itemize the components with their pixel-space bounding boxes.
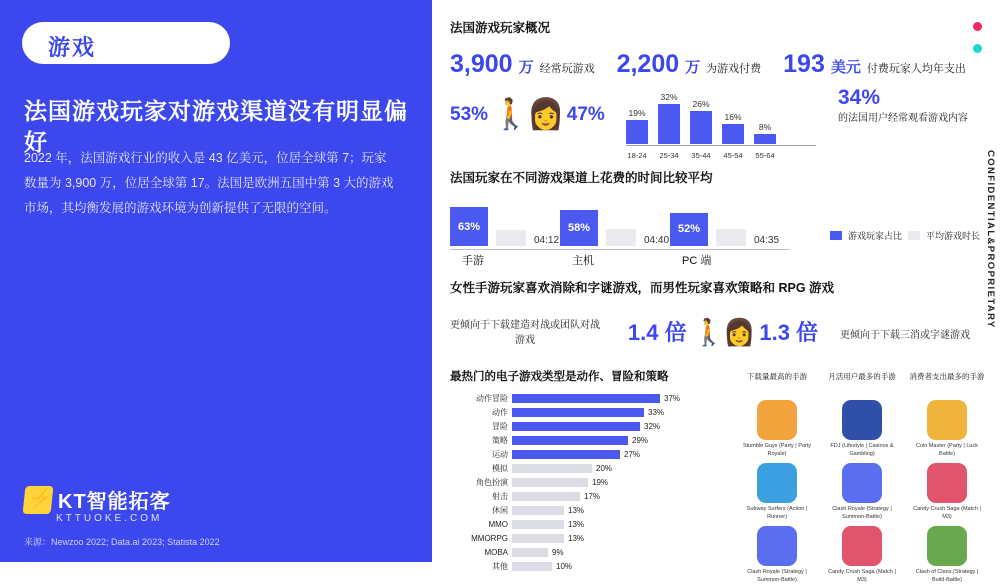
section-tab-label: 游戏 (48, 35, 97, 60)
stat-label-1: 为游戏付费 (706, 63, 762, 75)
app-name: Clash of Clans (Strategy | Build-Battle) (915, 568, 979, 583)
stat-value-0: 3,900 (450, 50, 513, 78)
genre-label: 动作冒险 (476, 394, 508, 403)
genre-row (450, 546, 730, 559)
channel-duration-bar (496, 230, 526, 246)
genre-label: 射击 (492, 492, 508, 501)
age-bar-group (690, 99, 712, 144)
genre-row (450, 518, 730, 531)
app-thumbnail (842, 463, 882, 503)
app-card[interactable] (823, 463, 901, 522)
genre-value: 9% (552, 548, 564, 557)
age-bar-group (626, 108, 648, 144)
genre-value: 17% (584, 492, 601, 501)
stat-label-2: 付费玩家人均年支出 (866, 63, 966, 75)
genre-label: 策略 (492, 436, 508, 445)
genre-label: MMO (488, 520, 508, 529)
genre-label: 冒险 (492, 422, 508, 431)
age-bar-label: 55-64 (755, 151, 775, 160)
genre-row (450, 462, 730, 475)
channel-share-bar: 63% (450, 207, 488, 246)
age-bar-group (722, 112, 744, 144)
app-name: FDJ (Lifestyle | Casinos & Gambling) (830, 443, 894, 457)
app-name: Candy Crush Saga (Match | M3) (913, 505, 981, 520)
genre-bar (512, 394, 660, 403)
legend-label-share: 游戏玩家占比 (847, 231, 902, 241)
video-watch-value: 34% (838, 86, 881, 109)
female-pct: 47% (566, 104, 605, 125)
app-card[interactable] (908, 400, 986, 459)
app-thumbnail (757, 400, 797, 440)
genre-bar (512, 520, 564, 529)
channel-duration-label: 04:35 (754, 235, 780, 246)
age-bar-value: 19% (628, 108, 646, 119)
app-thumbnail (927, 400, 967, 440)
genre-bar (512, 562, 552, 571)
age-bar-value: 32% (660, 91, 678, 102)
genre-value: 32% (644, 422, 661, 431)
genre-value: 27% (624, 450, 641, 459)
app-card[interactable] (908, 463, 986, 522)
stat-label-0: 经常玩游戏 (539, 63, 595, 75)
app-thumbnail (757, 526, 797, 566)
top-apps-column-header: 月活用户最多的手游 (828, 372, 896, 381)
genre-value: 13% (568, 520, 585, 529)
age-bar (626, 120, 648, 144)
channel-share-bar: 58% (560, 210, 598, 246)
legend-swatch-duration (908, 231, 920, 240)
stat-unit-1: 万 (685, 59, 701, 76)
channel-duration-label: 04:12 (534, 235, 560, 246)
genre-bar (512, 450, 620, 459)
app-name: Coin Master (Party | Luck Battle) (916, 443, 978, 457)
top-apps-column (908, 372, 986, 585)
genre-label: 休闲 (492, 506, 508, 515)
top-apps-column-header: 消费者支出最多的手游 (909, 372, 985, 381)
gender-icon-pair: 🚶👩 (692, 316, 754, 347)
genre-row (450, 532, 730, 545)
age-bar-label: 25-34 (659, 151, 679, 160)
legend-label-duration: 平均游戏时长 (925, 231, 980, 241)
channel-chart-legend (830, 229, 980, 242)
genre-bar (512, 534, 564, 543)
genre-bar (512, 464, 592, 473)
genre-bar-chart (450, 392, 730, 573)
section-tab[interactable] (22, 22, 230, 64)
channel-duration-bar (716, 229, 746, 246)
lightning-icon (23, 486, 54, 514)
genre-bar (512, 492, 580, 501)
genre-value: 37% (664, 394, 681, 403)
logo-text: KT智能拓客 (58, 491, 171, 513)
app-card[interactable] (738, 463, 816, 522)
section-channels-title: 法国玩家在不同游戏渠道上花费的时间比较平均 (450, 171, 713, 185)
genre-row (450, 504, 730, 517)
genre-value: 13% (568, 506, 585, 515)
genre-value: 20% (596, 464, 613, 473)
age-bar (658, 104, 680, 144)
decorative-dot-teal (973, 44, 982, 53)
app-card[interactable] (908, 526, 986, 585)
section-overview (450, 18, 970, 160)
section-overview-title: 法国游戏玩家概况 (450, 21, 551, 35)
age-bar-label: 18-24 (627, 151, 647, 160)
stat-value-2: 193 (783, 50, 825, 78)
page-description: 2022 年，法国游戏行业的收入是 43 亿美元，位居全球第 7；玩家数量为 3,900 万，位居全球第 17。法国是欧洲五国中第 3 大的游戏市场，其均衡发展的游戏环境为创新提供了无限的空间。 (24, 151, 394, 215)
age-bar (754, 134, 776, 144)
genre-label: 其他 (492, 562, 508, 571)
genre-label: 运动 (492, 450, 508, 459)
genre-label: MMORPG (471, 534, 508, 543)
gender-multiplier (608, 316, 838, 347)
age-bar-label: 45-54 (723, 151, 743, 160)
app-thumbnail (927, 463, 967, 503)
genre-value: 19% (592, 478, 609, 487)
genre-row (450, 476, 730, 489)
genre-value: 13% (568, 534, 585, 543)
age-bar-value: 26% (692, 99, 710, 110)
genre-row (450, 448, 730, 461)
genre-row (450, 490, 730, 503)
decorative-dot-pink (973, 22, 982, 31)
logo (24, 485, 171, 514)
source-note: 来源：Newzoo 2022; Data.ai 2023; Statista 2022 (24, 537, 220, 547)
section-gender-pref-title: 女性手游玩家喜欢消除和字谜游戏，而男性玩家喜欢策略和 RPG 游戏 (450, 281, 835, 295)
app-name: Candy Crush Saga (Match | M3) (828, 568, 896, 583)
female-pref-text: 更倾向于下载三消或字谜游戏 (840, 330, 970, 341)
stat-value-1: 2,200 (616, 50, 680, 78)
genre-value: 29% (632, 436, 649, 445)
app-card[interactable] (738, 400, 816, 459)
app-card[interactable] (823, 400, 901, 459)
section-channels (450, 168, 980, 268)
content-area (432, 0, 1000, 583)
female-multiplier: 1.3 倍 (759, 320, 819, 345)
genre-row (450, 420, 730, 433)
genre-row (450, 434, 730, 447)
channel-duration-label: 04:40 (644, 235, 670, 246)
age-bar-label: 35-44 (691, 151, 711, 160)
left-panel (0, 0, 432, 562)
confidential-label: CONFIDENTIAL&PROPRIETARY (985, 150, 996, 329)
channel-duration-bar (606, 229, 636, 246)
age-bar (722, 124, 744, 144)
genre-row (450, 406, 730, 419)
app-thumbnail (927, 526, 967, 566)
genre-bar (512, 408, 644, 417)
genre-bar (512, 506, 564, 515)
top-apps-column-header: 下载量最高的手游 (747, 372, 807, 381)
overview-stats (450, 50, 970, 79)
genre-row (450, 392, 730, 405)
app-card[interactable] (738, 526, 816, 585)
genre-value: 10% (556, 562, 573, 571)
channel-time-chart (450, 206, 980, 268)
channel-name: 手游 (462, 255, 484, 267)
age-bar-value: 16% (724, 111, 742, 122)
genre-bar (512, 422, 640, 431)
stat-unit-2: 美元 (830, 59, 861, 76)
gender-split (450, 100, 605, 130)
app-thumbnail (842, 526, 882, 566)
male-multiplier: 1.4 倍 (627, 320, 687, 345)
app-thumbnail (757, 463, 797, 503)
age-distribution-chart (626, 80, 816, 160)
top-apps-column (738, 372, 816, 585)
genre-label: 角色扮演 (476, 478, 508, 487)
channel-share-bar: 52% (670, 213, 708, 246)
age-bar (690, 111, 712, 144)
channel-chart-axis (450, 249, 790, 250)
channel-name: 主机 (572, 255, 594, 267)
genre-bar (512, 436, 628, 445)
gender-icon: 🚶👩 (492, 98, 563, 131)
age-bar-group (754, 122, 776, 144)
app-name: Subway Surfers (Action | Runner) (746, 505, 808, 520)
age-bar-value: 8% (758, 121, 772, 132)
section-genres (450, 368, 730, 574)
genre-bar (512, 548, 548, 557)
page-title: 法国游戏玩家对游戏渠道没有明显偏好 (24, 98, 408, 156)
app-thumbnail (842, 400, 882, 440)
channel-group (670, 213, 820, 246)
age-bar-group (658, 92, 680, 144)
logo-subtitle: KTTUOKE.COM (56, 513, 163, 524)
genre-value: 33% (648, 408, 665, 417)
video-watch-stat (838, 86, 988, 126)
app-name: Clash Royale (Strategy | Summon-Battle) (832, 505, 892, 520)
channel-name: PC 端 (682, 255, 712, 267)
genre-label: MOBA (484, 548, 508, 557)
app-name: Stumble Guys (Party | Party Royale) (742, 443, 812, 457)
stat-unit-0: 万 (518, 59, 534, 76)
genre-bar (512, 478, 588, 487)
top-apps-section (738, 372, 988, 585)
section-gender-pref (450, 278, 980, 360)
male-pref-text: 更倾向于下载建造对战或团队对战游戏 (450, 320, 600, 346)
app-card[interactable] (823, 526, 901, 585)
legend-swatch-share (830, 231, 842, 240)
male-pct: 53% (450, 104, 489, 125)
age-chart-axis (626, 145, 816, 146)
section-genres-title: 最热门的电子游戏类型是动作、冒险和策略 (450, 371, 669, 383)
genre-label: 动作 (492, 408, 508, 417)
genre-label: 模拟 (492, 464, 508, 473)
app-name: Clash Royale (Strategy | Summon-Battle) (747, 568, 807, 583)
top-apps-column (823, 372, 901, 585)
video-watch-caption: 的法国用户经常观看游戏内容 (838, 113, 968, 124)
